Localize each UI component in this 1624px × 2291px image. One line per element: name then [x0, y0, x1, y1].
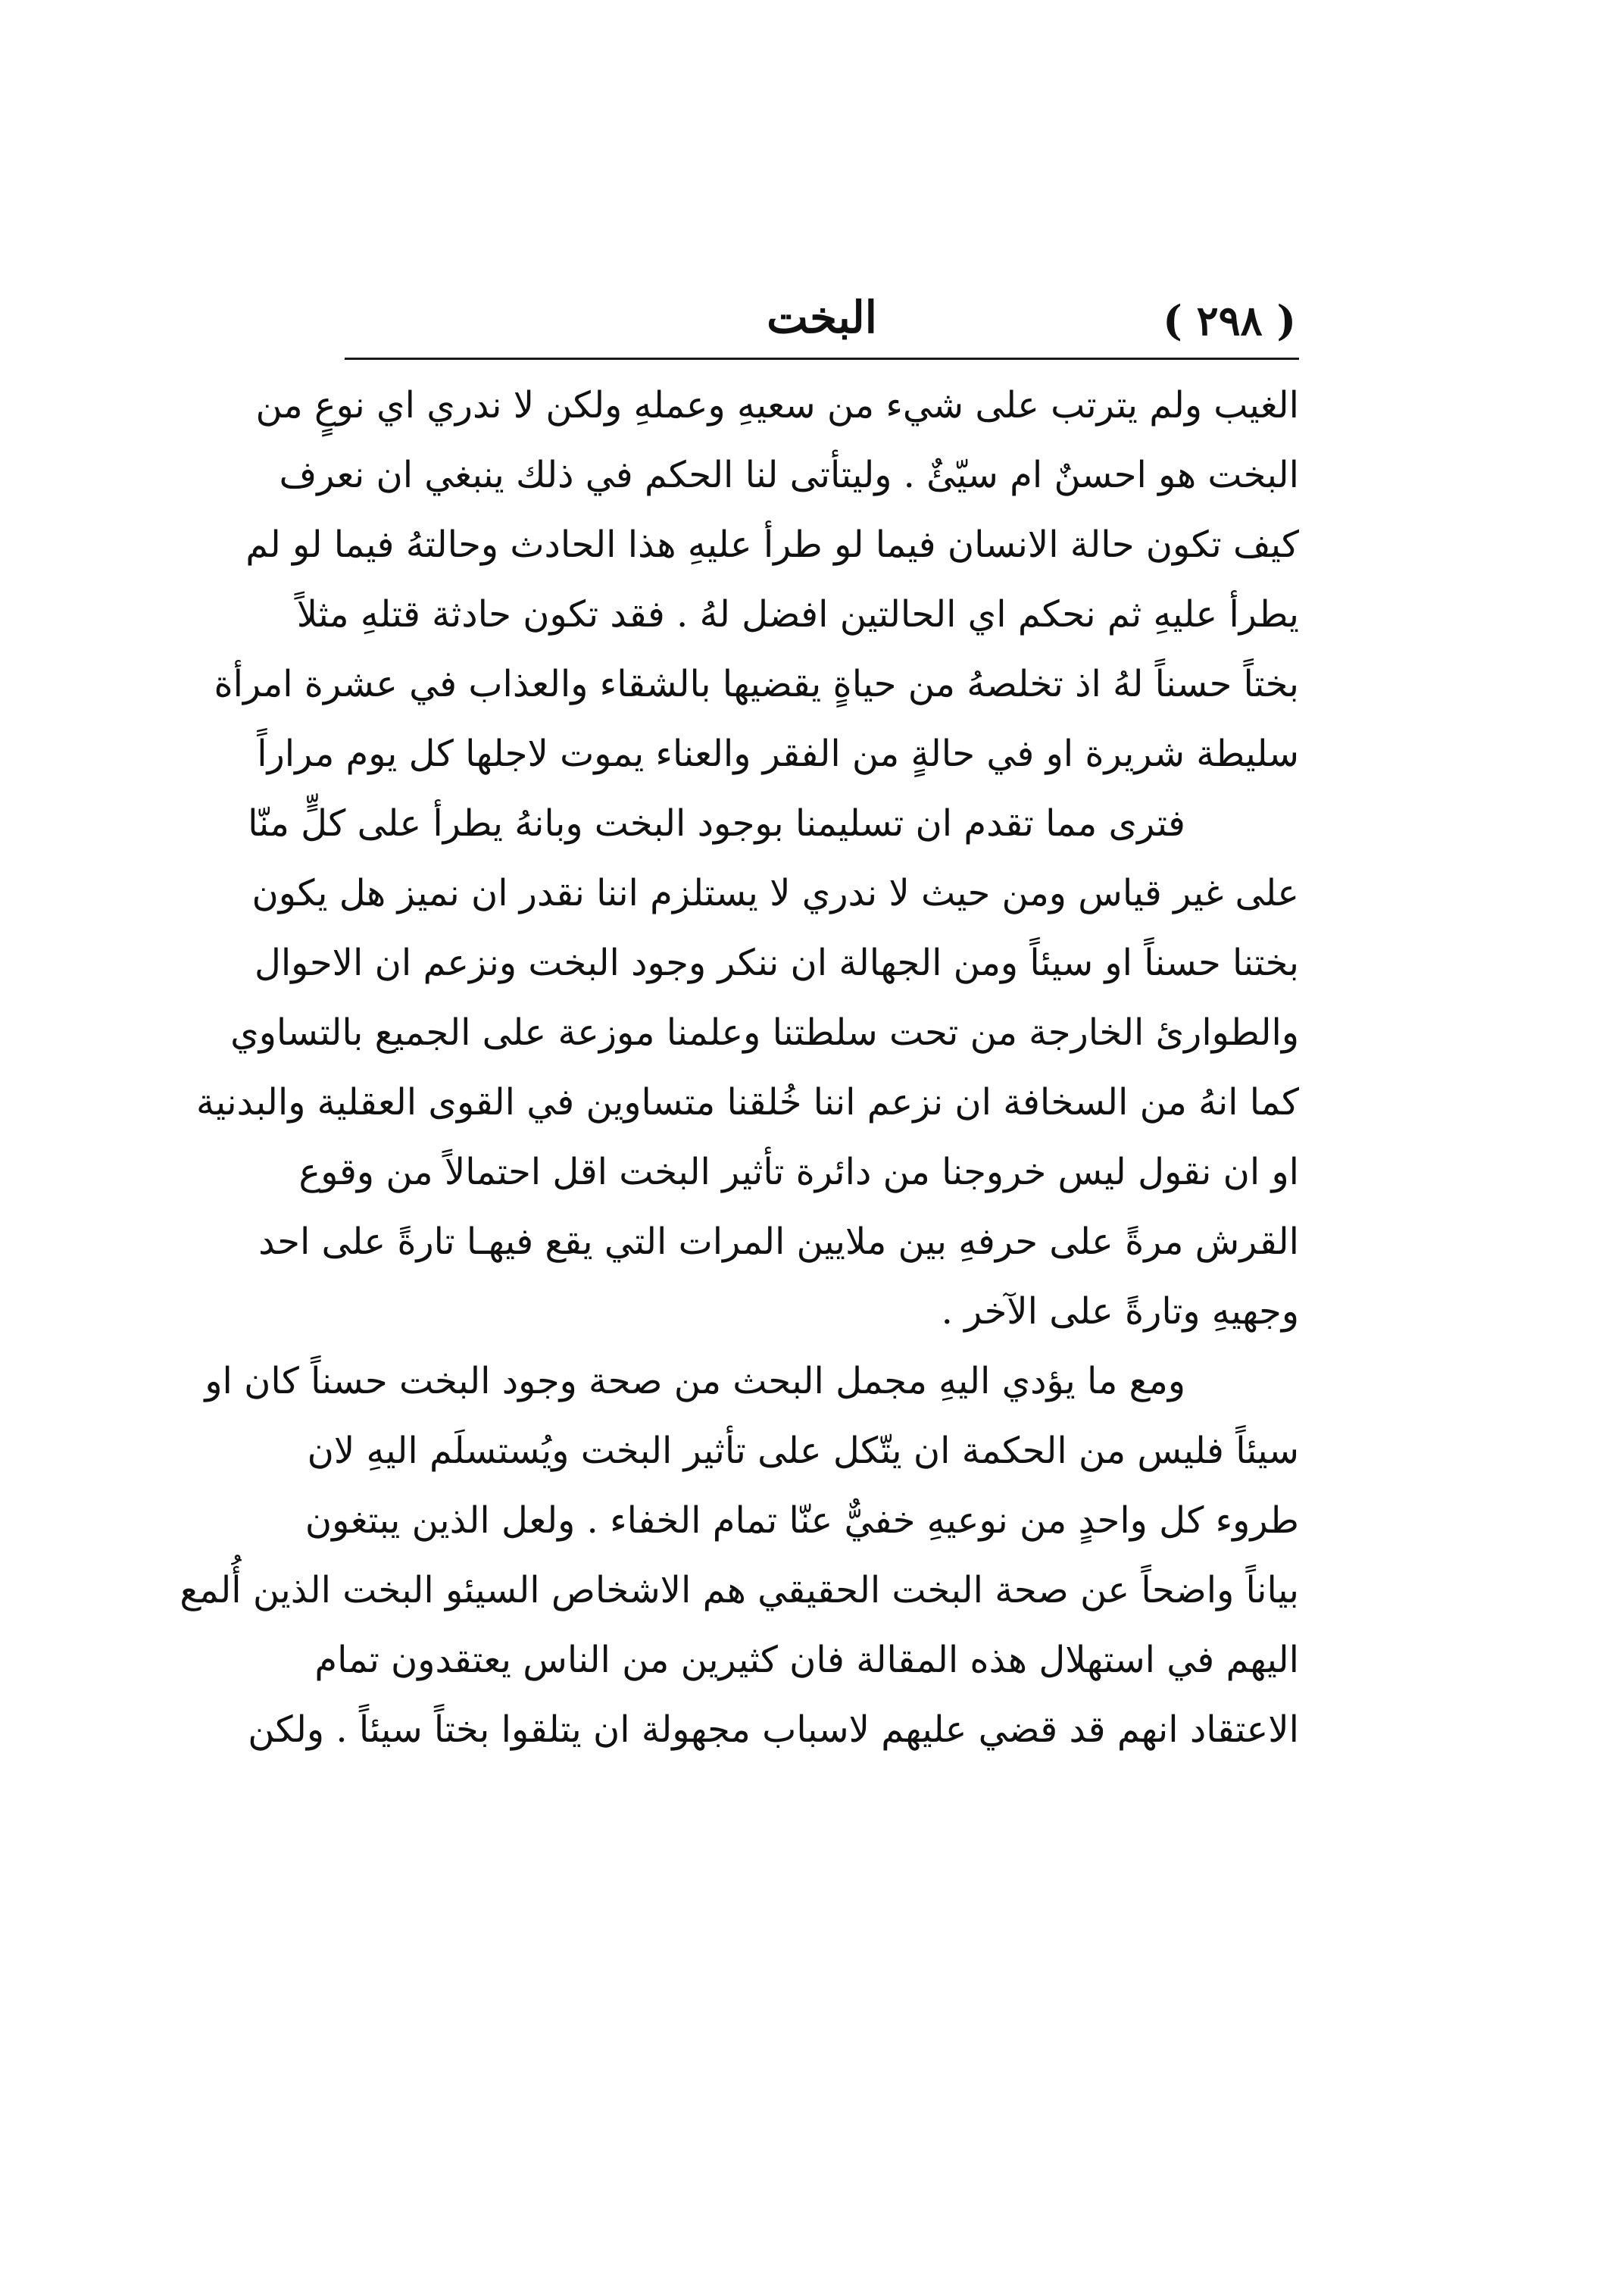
book-page: [180, 288, 1299, 2136]
running-title: البخت: [767, 292, 877, 343]
text-line: بياناً واضحاً عن صحة البخت الحقيقي هم الاشخاص السيئو البخت الذين أُلمع: [180, 1569, 1299, 1611]
text-line: او ان نقول ليس خروجنا من دائرة تأثير البخت اقل احتمالاً من وقوع: [298, 1151, 1299, 1193]
paragraph-end-line: سليطة شريرة او في حالةٍ من الفقر والعناء يموت لاجلها كل يوم مراراً: [257, 733, 1299, 775]
text-line: اليهم في استهلال هذه المقالة فان كثيرين من الناس يعتقدون تمام: [314, 1639, 1299, 1681]
text-line: كما انهُ من السخافة ان نزعم اننا خُلقنا متساوين في القوى العقلية والبدنية: [195, 1081, 1299, 1124]
text-line: بختنا حسناً او سيئاً ومن الجهالة ان ننكر وجود البخت ونزعم ان الاحوال: [254, 942, 1299, 984]
text-line: طروء كل واحدٍ من نوعيهِ خفيٌّ عنّا تمام الخفاء . ولعل الذين يبتغون: [304, 1499, 1299, 1542]
paragraph-start-line: فترى مما تقدم ان تسليمنا بوجود البخت وبانهُ يطرأ على كلٍّ منّا: [248, 802, 1185, 845]
text-line: بختاً حسناً لهُ اذ تخلصهُ من حياةٍ يقضيها بالشقاء والعذاب في عشرة امرأة: [214, 663, 1299, 705]
text-line: الغيب ولم يترتب على شيء من سعيهِ وعملهِ ولكن لا ندري اي نوعٍ من: [255, 384, 1299, 427]
text-line: كيف تكون حالة الانسان فيما لو طرأ عليهِ هذا الحادث وحالتهُ فيما لو لم: [245, 524, 1299, 566]
text-line: البخت هو احسنٌ ام سيّئٌ . وليتأتى لنا الحكم في ذلك ينبغي ان نعرف: [279, 454, 1299, 496]
body-text: [180, 370, 1299, 1764]
paragraph-end-line: وجهيهِ وتارةً على الآخر .: [941, 1290, 1299, 1333]
page-number: ( ٢٩٨ ): [1163, 296, 1296, 345]
text-line: القرش مرةً على حرفهِ بين ملايين المرات التي يقع فيهـا تارةً على احد: [258, 1221, 1299, 1263]
text-line: على غير قياس ومن حيث لا ندري لا يستلزم اننا نقدر ان نميز هل يكون: [251, 872, 1299, 914]
text-line: يطرأ عليهِ ثم نحكم اي الحالتين افضل لهُ . فقد تكون حادثة قتلهِ مثلاً: [296, 593, 1299, 636]
paragraph-start-line: ومع ما يؤدي اليهِ مجمل البحث من صحة وجود البخت حسناً كان او: [205, 1360, 1185, 1402]
page-header: [345, 288, 1299, 360]
text-line: سيئاً فليس من الحكمة ان يتّكل على تأثير البخت ويُستسلَم اليهِ لان: [307, 1430, 1299, 1472]
text-line: والطوارئ الخارجة من تحت سلطتنا وعلمنا موزعة على الجميع بالتساوي: [230, 1011, 1299, 1054]
text-line: الاعتقاد انهم قد قضي عليهم لاسباب مجهولة ان يتلقوا بختاً سيئاً . ولكن: [248, 1708, 1299, 1751]
